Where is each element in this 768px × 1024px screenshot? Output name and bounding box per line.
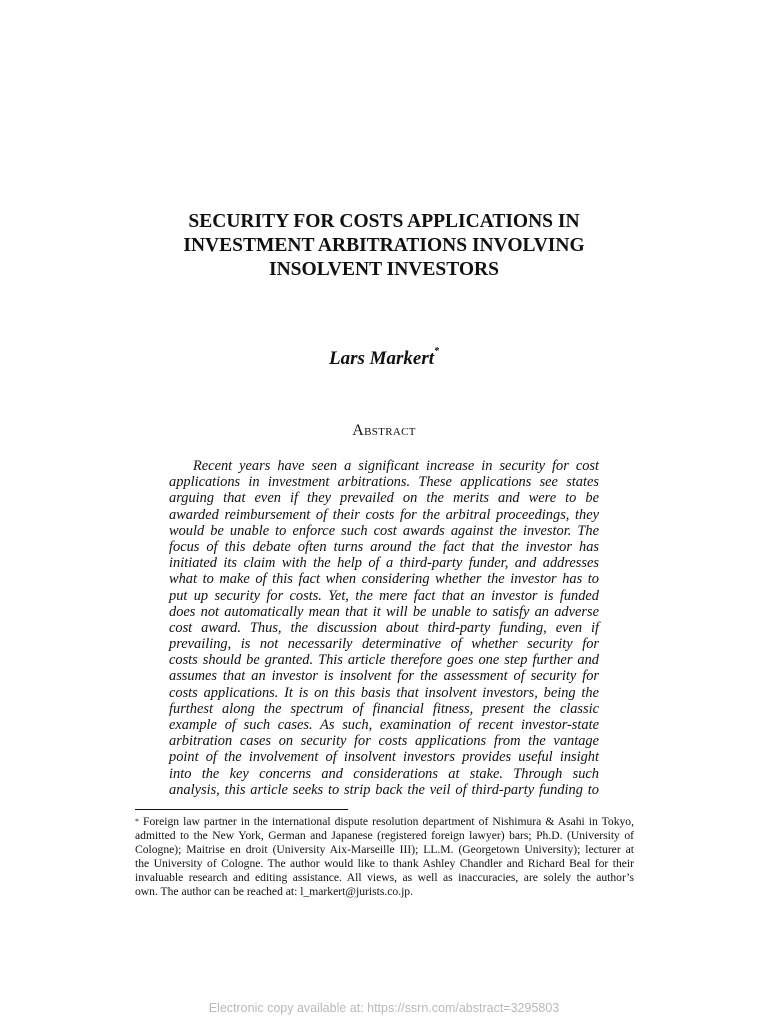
article-title (150, 210, 618, 282)
abstract-line: furthest along the spectrum of financial fitness, present the classic (169, 700, 599, 717)
abstract-line: does not automatically mean that it will be unable to satisfy an adverse (169, 603, 599, 620)
author-line (0, 348, 768, 370)
abstract-line: focus of this debate often turns around the fact that the investor has (169, 538, 599, 555)
abstract-line: would be unable to enforce such cost awards against the investor. The (169, 522, 599, 539)
abstract-line: arbitration cases on security for costs applications from the vantage (169, 733, 599, 750)
abstract-line: costs applications. It is on this basis that insolvent investors, being the (169, 684, 599, 701)
abstract-heading: Abstract (352, 422, 416, 439)
footnote-line: the University of Cologne. The author would like to thank Ashley Chandler and Richard Beal for their (135, 857, 634, 870)
abstract-line: arguing that even if they prevailed on the merits and were to be (169, 490, 599, 507)
author-name: Lars Markert (328, 348, 435, 369)
ssrn-watermark: Electronic copy available at: https://ssrn.com/abstract=3295803 (208, 1001, 560, 1015)
footnote-line: Cologne); Maitrise en droit (University Aix-Marseille III); LL.M. (Georgetown University); lecturer at (135, 843, 634, 856)
author-footnote-mark: * (434, 346, 440, 357)
abstract-line: initiated its claim with the help of a third-party funder, and addresses (169, 555, 599, 572)
abstract-line: awarded reimbursement of their costs for the arbitral proceedings, they (169, 506, 599, 523)
title-line: SECURITY FOR COSTS APPLICATIONS IN (188, 211, 580, 232)
abstract-line: Recent years have seen a significant increase in security for cost (193, 458, 599, 474)
footnote-text: Foreign law partner in the international dispute resolution department of Nishimura & Asahi in Tokyo, (143, 815, 634, 828)
abstract-line: assumes that an investor is insolvent for the assessment of security for (169, 668, 599, 685)
abstract-line: example of such cases. As such, examination of recent investor-state (169, 717, 599, 733)
abstract-line: analysis, this article seeks to strip back the veil of third-party funding to (169, 781, 599, 798)
footnote-mark: * (135, 817, 139, 826)
abstract-line: into the key concerns and considerations at stake. Through such (169, 765, 599, 782)
abstract-line: what to make of this fact when considering whether the investor has to (169, 571, 599, 588)
title-line: INSOLVENT INVESTORS (269, 259, 499, 280)
abstract-body (169, 458, 599, 798)
abstract-line: put up security for costs. Yet, the mere fact that an investor is funded (169, 587, 599, 604)
abstract-line: point of the involvement of insolvent investors provides useful insight (169, 749, 599, 766)
footnote-line: invaluable research and editing assistance. All views, as well as inaccuracies, are solely the author’s (135, 871, 634, 884)
abstract-line: prevailing, is not necessarily determinative of whether security for (169, 636, 599, 653)
abstract-line: applications in investment arbitrations. These applications see states (169, 474, 599, 491)
footnote-separator (135, 809, 348, 810)
footnote (135, 815, 634, 899)
footnote-line: own. The author can be reached at: l_markert@jurists.co.jp. (135, 885, 413, 898)
title-line: INVESTMENT ARBITRATIONS INVOLVING (183, 235, 585, 256)
footnote-line: admitted to the New York, German and Japanese (registered foreign lawyer) bars; Ph.D. (University of (135, 829, 634, 842)
footnote-line (135, 815, 634, 829)
abstract-line: costs should be granted. This article therefore goes one step further and (169, 652, 599, 669)
abstract-line: cost award. Thus, the discussion about third-party funding, even if (169, 619, 599, 636)
